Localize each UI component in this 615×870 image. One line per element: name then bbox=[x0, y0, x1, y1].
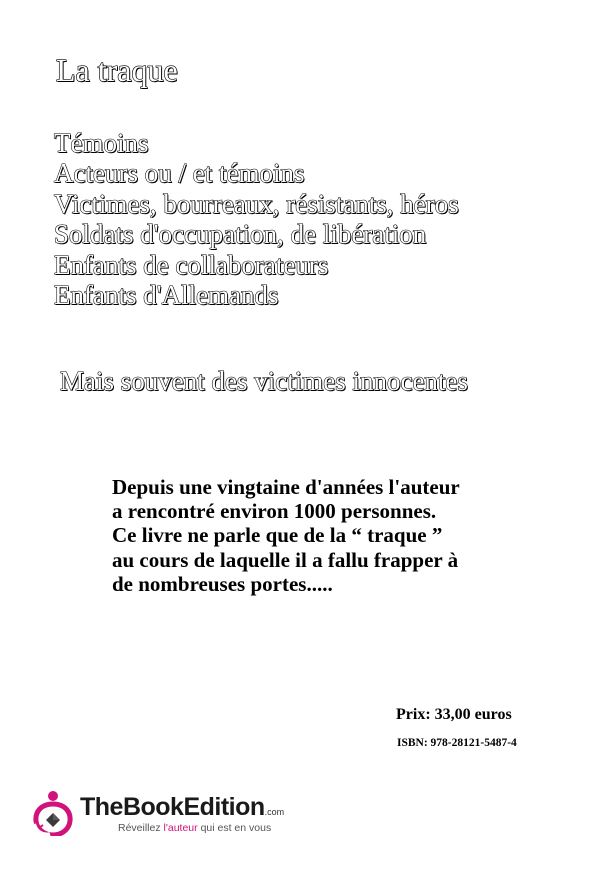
tagline-after: qui est en vous bbox=[197, 822, 272, 834]
category-item: Acteurs ou / et témoins bbox=[54, 158, 305, 189]
category-item: Témoins bbox=[54, 128, 149, 158]
wordmark-com: .com bbox=[264, 807, 285, 817]
price-label: Prix: 33,00 euros bbox=[396, 706, 512, 723]
description-line: Ce livre ne parle que de la “ traque ” bbox=[112, 523, 443, 548]
book-title: La traque bbox=[56, 52, 178, 88]
description-line: de nombreuses portes..... bbox=[112, 571, 333, 596]
description-line: a rencontré environ 1000 personnes. bbox=[112, 499, 437, 524]
category-item: Victimes, bourreaux, résistants, héros bbox=[54, 188, 459, 219]
publisher-tagline bbox=[118, 822, 271, 834]
wordmark-the: The bbox=[80, 793, 123, 821]
category-list bbox=[54, 128, 459, 310]
publisher-logo bbox=[32, 790, 332, 840]
description-paragraph bbox=[112, 475, 460, 596]
subtitle: Mais souvent des victimes innocentes bbox=[60, 366, 468, 396]
category-item: Enfants d'Allemands bbox=[54, 280, 279, 311]
tagline-before: Réveillez bbox=[118, 822, 164, 834]
category-item: Soldats d'occupation, de libération bbox=[54, 219, 427, 250]
publisher-mark-icon bbox=[32, 790, 74, 836]
tagline-accent: l'auteur bbox=[163, 822, 198, 834]
description-line: Depuis une vingtaine d'années l'auteur bbox=[112, 475, 460, 499]
description-line: au cours de laquelle il a fallu frapper à bbox=[112, 547, 459, 572]
isbn-label: ISBN: 978-28121-5487-4 bbox=[397, 737, 517, 749]
wordmark-book: Book bbox=[122, 793, 184, 821]
wordmark-edition: Edition bbox=[183, 793, 265, 821]
category-item: Enfants de collaborateurs bbox=[54, 249, 329, 280]
